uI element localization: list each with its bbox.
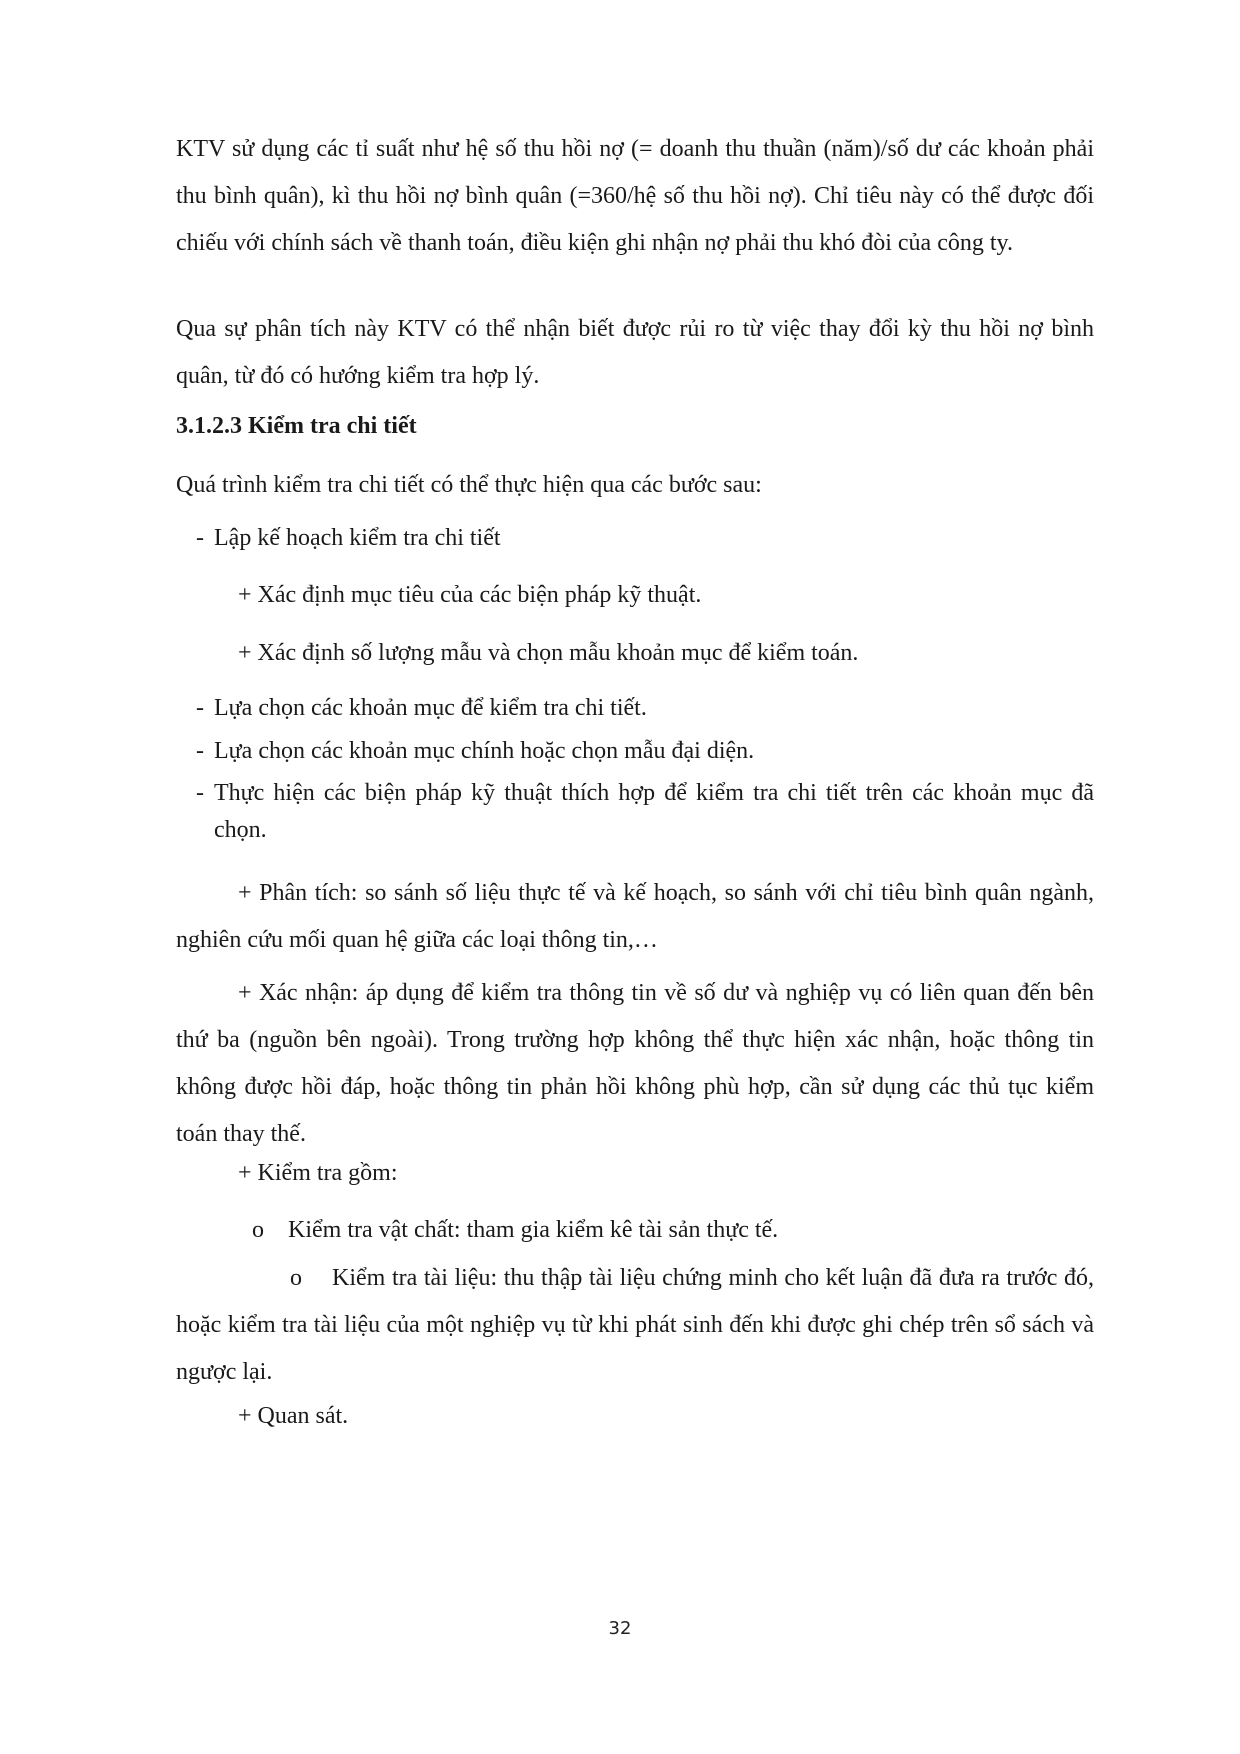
step-perform: - Thực hiện các biện pháp kỹ thuật thích hợp để kiểm tra chi tiết trên các khoản mục đã chọn.	[214, 775, 1094, 849]
process-intro: Quá trình kiểm tra chi tiết có thể thực hiện qua các bước sau:	[176, 472, 762, 498]
page-number: 32	[608, 1618, 632, 1639]
plan-sub-1: + Xác định mục tiêu của các biện pháp kỹ thuật.	[238, 582, 702, 608]
inspect-documents: Kiểm tra tài liệu: thu thập tài liệu chứng minh cho kết luận đã đưa ra trước đó, hoặc kiểm tra tài liệu của một nghiệp vụ từ khi phát sinh đến khi được ghi chép trên sổ sách và ngược lại.	[176, 1265, 1094, 1385]
technique-inspect: + Kiểm tra gồm:	[238, 1160, 398, 1186]
section-heading: 3.1.2.3 Kiểm tra chi tiết	[176, 413, 417, 439]
intro-paragraph: KTV sử dụng các tỉ suất như hệ số thu hồi nợ (= doanh thu thuần (năm)/số dư các khoản phải thu bình quân), kì thu hồi nợ bình quân (=360/hệ số thu hồi nợ). Chỉ tiêu này có thể được đối chiếu với chính sách về thanh toán, điều kiện ghi nhận nợ phải thu khó đòi của công ty.	[176, 136, 1094, 256]
analysis-paragraph: Qua sự phân tích này KTV có thể nhận biết được rủi ro từ việc thay đổi kỳ thu hồi nợ bình quân, từ đó có hướng kiểm tra hợp lý.	[176, 316, 1094, 389]
step-select-items: - Lựa chọn các khoản mục để kiểm tra chi tiết.	[214, 690, 1094, 727]
step-select-main: - Lựa chọn các khoản mục chính hoặc chọn mẫu đại diện.	[214, 733, 1094, 770]
technique-analysis: + Phân tích: so sánh số liệu thực tế và kế hoạch, so sánh với chỉ tiêu bình quân ngành, nghiên cứu mối quan hệ giữa các loại thông tin,…	[176, 880, 1094, 953]
step-plan: - Lập kế hoạch kiểm tra chi tiết	[214, 520, 1094, 557]
technique-confirm: + Xác nhận: áp dụng để kiểm tra thông tin về số dư và nghiệp vụ có liên quan đến bên thứ ba (nguồn bên ngoài). Trong trường hợp không thể thực hiện xác nhận, hoặc thông tin không được hồi đáp, hoặc thông tin phản hồi không phù hợp, cần sử dụng các thủ tục kiểm toán thay thế.	[176, 980, 1094, 1147]
technique-observe: + Quan sát.	[238, 1403, 349, 1429]
inspect-physical: o Kiểm tra vật chất: tham gia kiểm kê tài sản thực tế.	[288, 1207, 778, 1254]
plan-sub-2: + Xác định số lượng mẫu và chọn mẫu khoản mục để kiểm toán.	[238, 640, 859, 666]
bullet-circle-icon: o	[290, 1265, 302, 1291]
